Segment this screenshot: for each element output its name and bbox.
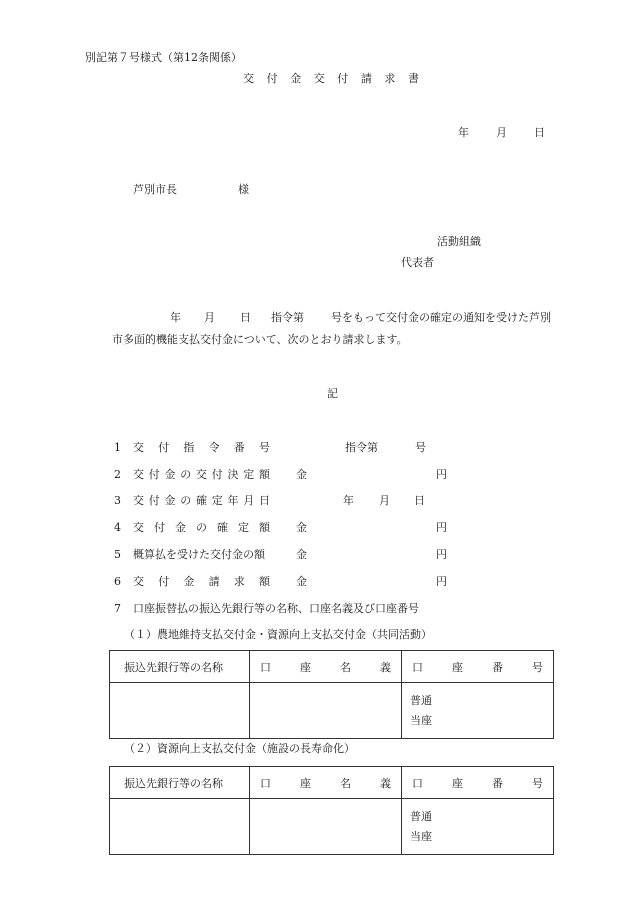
account-type-current: 当座 <box>410 713 432 727</box>
item-3-num: 3 <box>114 494 121 507</box>
item-5-num: 5 <box>114 548 121 561</box>
item-6-kin: 金 <box>296 575 307 588</box>
account-2-heading: （２）資源向上支払交付金（施設の長寿命化） <box>124 742 355 755</box>
col-bank-name: 振込先銀行等の名称 <box>124 776 223 790</box>
account-holder-cell[interactable] <box>250 683 402 739</box>
account-table-2 <box>109 766 554 855</box>
item-6-yen: 円 <box>436 575 447 588</box>
item-3-label: 交 付 金 の 確 定 年 月 日 <box>133 494 270 507</box>
item-5-label: 概算払を受けた交付金の額 <box>133 548 265 561</box>
item-2-yen: 円 <box>436 468 447 481</box>
item-7-label: 口座振替払の振込先銀行等の名称、口座名義及び口座番号 <box>133 602 419 615</box>
item-3-day: 日 <box>414 494 425 507</box>
ki-heading: 記 <box>327 387 338 400</box>
addressee-honorific: 様 <box>238 183 249 196</box>
date-year: 年 <box>458 126 469 139</box>
account-1-heading: （１）農地維持支払交付金・資源向上支払交付金（共同活動） <box>124 628 432 641</box>
account-type-ordinary: 普通 <box>410 693 432 707</box>
date-day: 日 <box>534 126 545 139</box>
body-line2: 市多面的機能支払交付金について、次のとおり請求します。 <box>112 333 408 346</box>
body-month: 月 <box>204 311 215 324</box>
item-2-label: 交 付 金 の 交 付 決 定 額 <box>133 468 270 481</box>
item-1-order: 指令第 <box>345 441 378 454</box>
body-year: 年 <box>170 311 181 324</box>
body-day: 日 <box>240 311 251 324</box>
item-6-num: 6 <box>114 575 121 588</box>
bank-name-cell[interactable] <box>110 683 250 739</box>
date-month: 月 <box>496 126 507 139</box>
item-1-num: 1 <box>114 441 121 454</box>
body-line1-rest: 号をもって交付金の確定の通知を受けた芦別 <box>331 311 551 324</box>
account-number-cell[interactable] <box>402 683 554 739</box>
col-account-number: 口 座 番 号 <box>412 776 543 790</box>
account-number-cell[interactable] <box>402 799 554 855</box>
col-bank-name: 振込先銀行等の名称 <box>124 660 223 674</box>
item-3-year: 年 <box>343 494 354 507</box>
col-account-holder: 口 座 名 義 <box>260 660 391 674</box>
item-4-label: 交 付 金 の 確 定 額 <box>133 521 270 534</box>
item-4-kin: 金 <box>296 521 307 534</box>
item-1-label: 交 付 指 令 番 号 <box>133 441 270 454</box>
item-5-yen: 円 <box>436 548 447 561</box>
item-3-month: 月 <box>379 494 390 507</box>
item-5-kin: 金 <box>296 548 307 561</box>
addressee-name: 芦別市長 <box>133 183 177 196</box>
item-2-kin: 金 <box>296 468 307 481</box>
account-type-current: 当座 <box>410 829 432 843</box>
item-1-go: 号 <box>415 441 426 454</box>
account-table-1 <box>109 650 554 739</box>
document-title: 交 付 金 交 付 請 求 書 <box>243 72 419 85</box>
item-7-num: 7 <box>114 602 121 615</box>
item-2-num: 2 <box>114 468 121 481</box>
col-account-holder: 口 座 名 義 <box>260 776 391 790</box>
bank-name-cell[interactable] <box>110 799 250 855</box>
account-type-ordinary: 普通 <box>410 809 432 823</box>
applicant-org: 活動組織 <box>437 235 481 248</box>
applicant-rep: 代表者 <box>401 256 434 269</box>
col-account-number: 口 座 番 号 <box>412 660 543 674</box>
form-id: 別記第７号様式（第12条関係） <box>85 51 242 64</box>
body-order: 指令第 <box>271 311 304 324</box>
account-holder-cell[interactable] <box>250 799 402 855</box>
item-4-yen: 円 <box>436 521 447 534</box>
item-6-label: 交 付 金 請 求 額 <box>133 575 270 588</box>
item-4-num: 4 <box>114 521 121 534</box>
